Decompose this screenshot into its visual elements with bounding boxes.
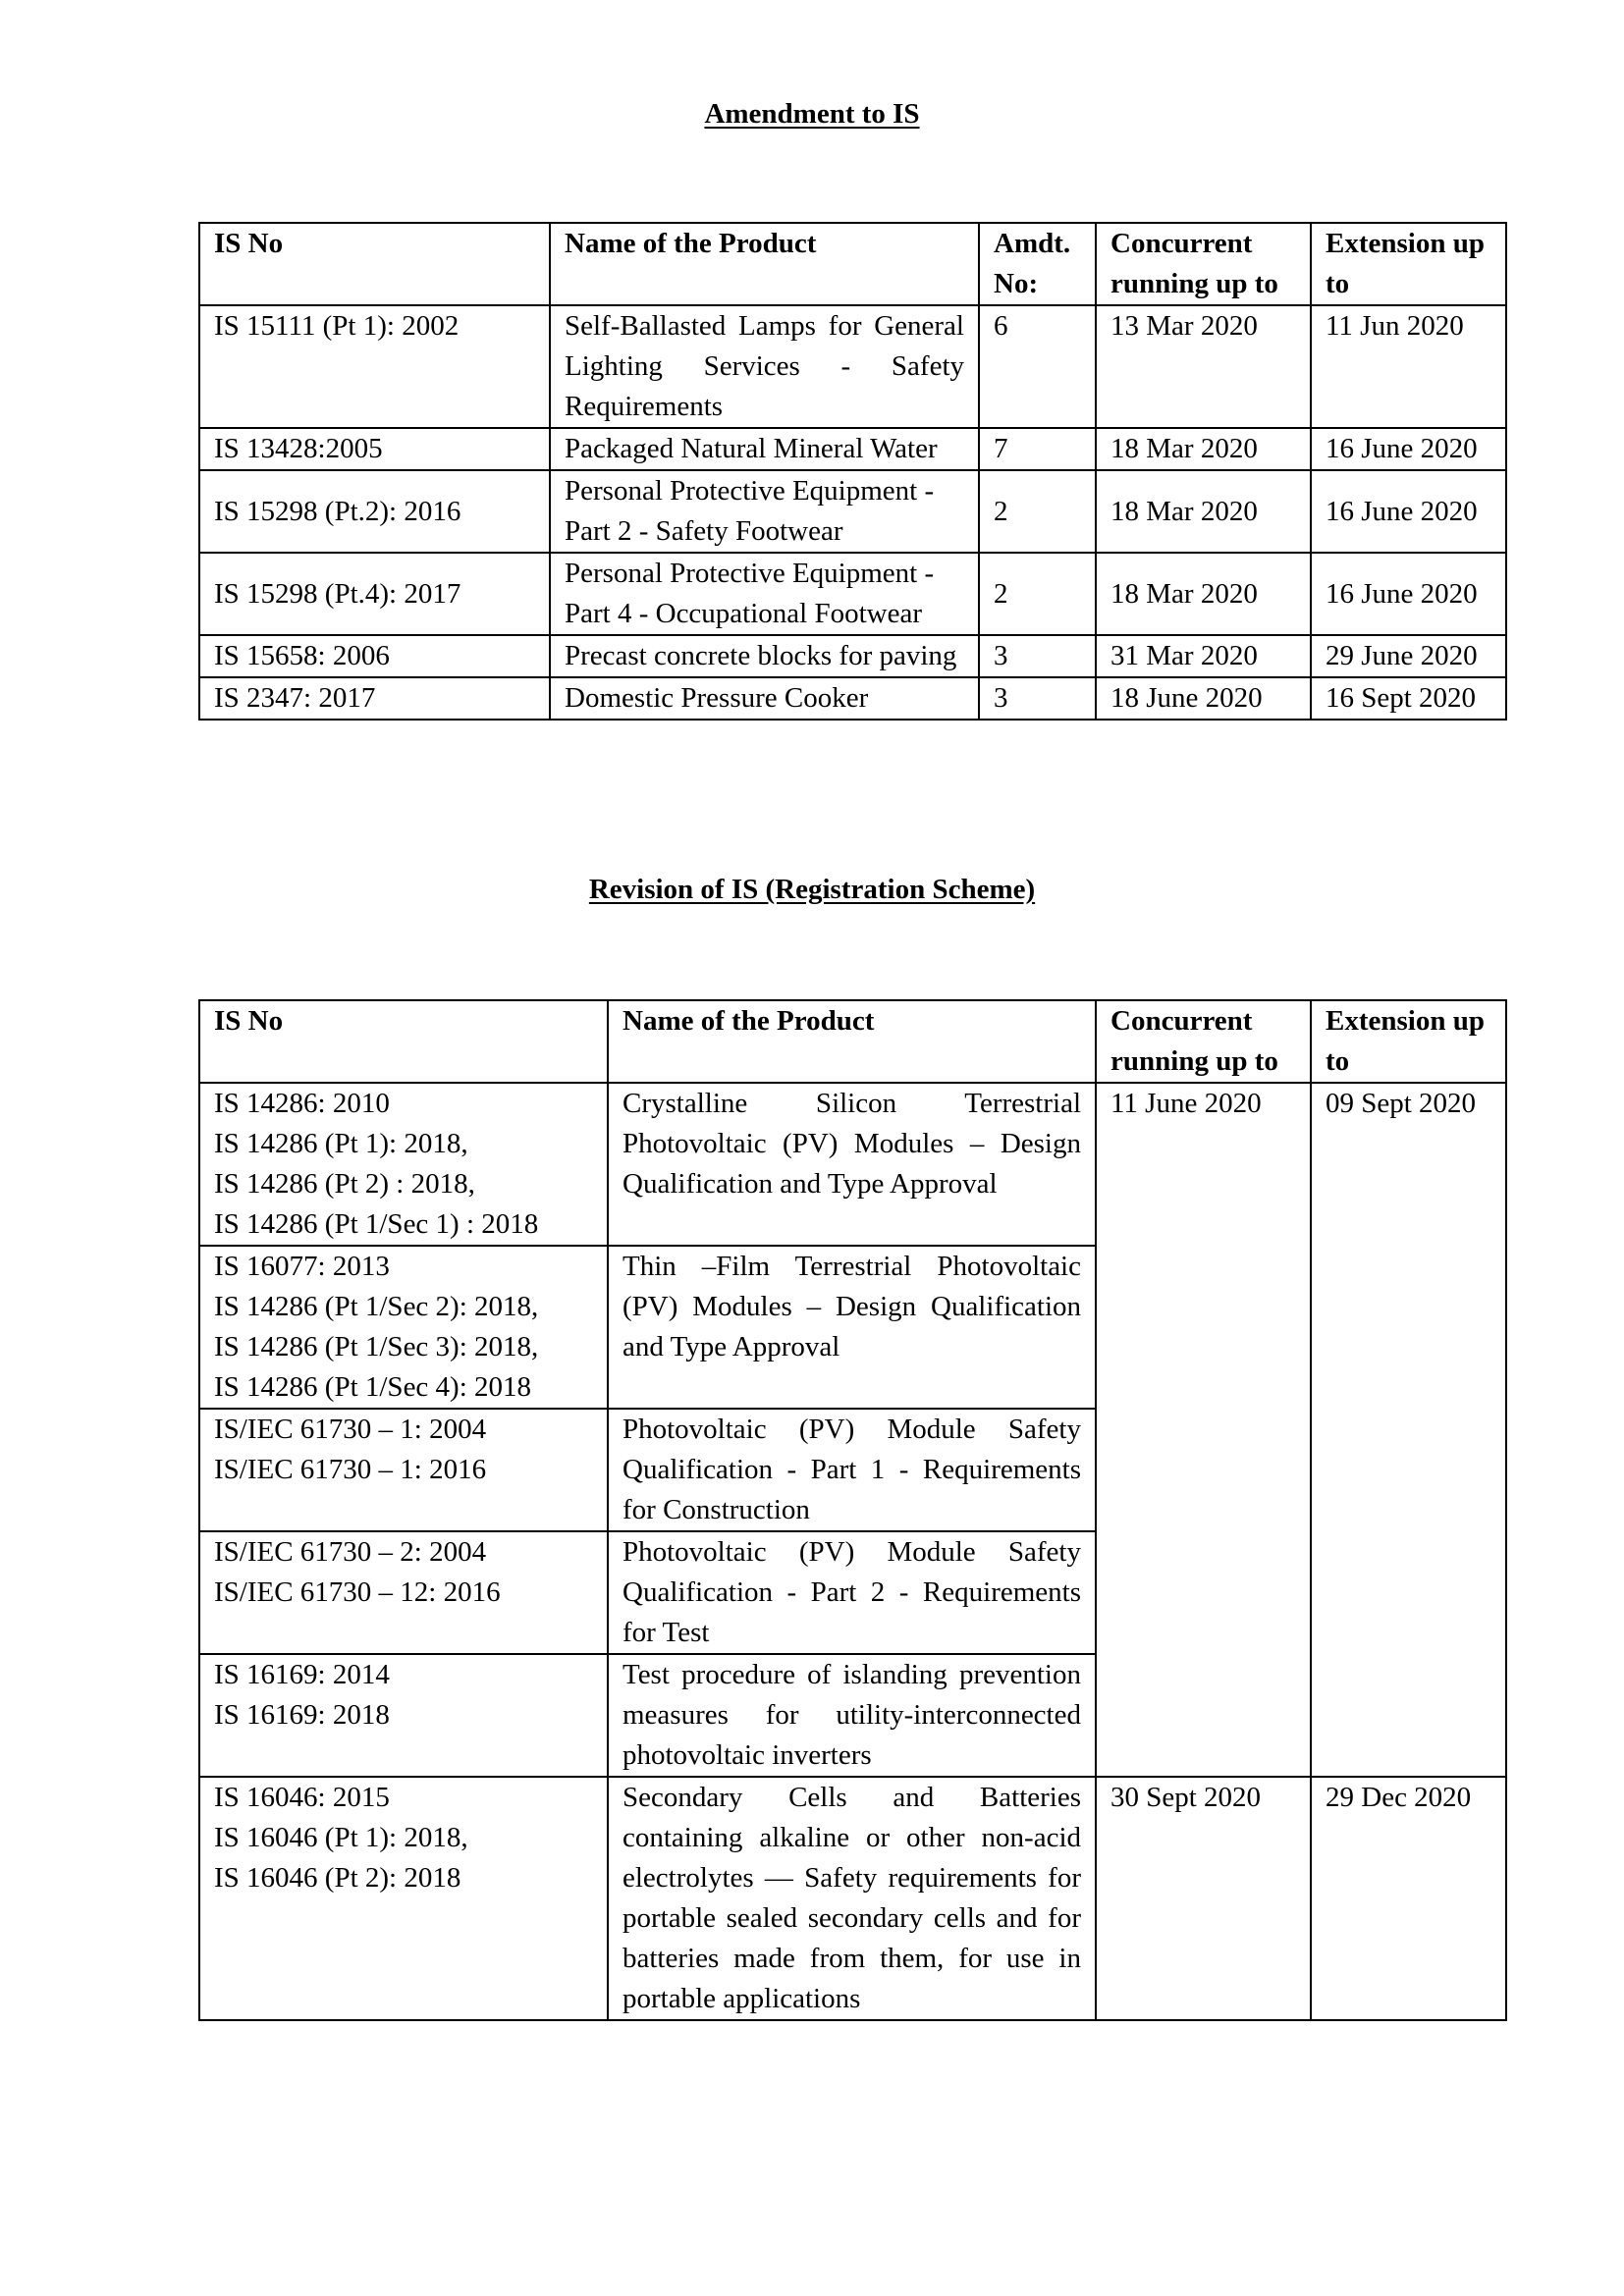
amdt-no-cell: 3 <box>979 677 1096 720</box>
is-no-cell <box>199 1083 608 1246</box>
table-row <box>199 470 1506 553</box>
concurrent-cell: 18 Mar 2020 <box>1096 470 1311 553</box>
extension-cell: 29 June 2020 <box>1311 635 1506 677</box>
is-no-line: IS/IEC 61730 – 1: 2004 <box>214 1414 487 1445</box>
product-cell: Precast concrete blocks for paving <box>550 635 979 677</box>
is-no-line: IS 16046 (Pt 1): 2018, <box>214 1822 468 1853</box>
revision-table <box>198 999 1507 2021</box>
table-row <box>199 677 1506 720</box>
header-is-no: IS No <box>199 223 550 305</box>
is-no-cell: IS 2347: 2017 <box>199 677 550 720</box>
is-no-cell: IS 13428:2005 <box>199 428 550 470</box>
table-row <box>199 1083 1506 1246</box>
table-row <box>199 635 1506 677</box>
is-no-line: IS 14286 (Pt 1/Sec 4): 2018 <box>214 1371 532 1403</box>
product-cell: Secondary Cells and Batteries containing alkaline or other non-acid electrolytes — Safety requirements for portable sealed secondary cells and for batteries made from them, for use in portable applications <box>608 1777 1096 2020</box>
product-cell: Crystalline Silicon Terrestrial Photovoltaic (PV) Modules – Design Qualification and Type Approval <box>608 1083 1096 1246</box>
product-cell: Test procedure of islanding prevention measures for utility-interconnected photovoltaic inverters <box>608 1654 1096 1777</box>
product-cell: Photovoltaic (PV) Module Safety Qualification - Part 1 - Requirements for Construction <box>608 1409 1096 1531</box>
concurrent-cell: 18 Mar 2020 <box>1096 428 1311 470</box>
is-no-line: IS/IEC 61730 – 1: 2016 <box>214 1454 487 1485</box>
is-no-cell <box>199 1777 608 2020</box>
is-no-cell <box>199 1246 608 1409</box>
extension-cell: 16 June 2020 <box>1311 428 1506 470</box>
table-row <box>199 553 1506 635</box>
concurrent-cell: 18 Mar 2020 <box>1096 553 1311 635</box>
is-no-line: IS 14286 (Pt 1): 2018, <box>214 1128 468 1159</box>
is-no-line: IS 14286 (Pt 1/Sec 2): 2018, <box>214 1291 539 1322</box>
header-product: Name of the Product <box>550 223 979 305</box>
is-no-line: IS 16169: 2014 <box>214 1659 390 1690</box>
concurrent-cell: 30 Sept 2020 <box>1096 1777 1311 2020</box>
amendment-table <box>198 222 1507 721</box>
header-concurrent: Concurrent running up to <box>1096 1000 1311 1083</box>
table-header-row <box>199 1000 1506 1083</box>
concurrent-cell: 13 Mar 2020 <box>1096 305 1311 428</box>
header-extension: Extension up to <box>1311 1000 1506 1083</box>
amdt-no-cell: 2 <box>979 553 1096 635</box>
is-no-line: IS 16077: 2013 <box>214 1251 390 1282</box>
is-no-line: IS 14286: 2010 <box>214 1088 390 1119</box>
concurrent-cell: 11 June 2020 <box>1096 1083 1311 1777</box>
product-cell: Photovoltaic (PV) Module Safety Qualification - Part 2 - Requirements for Test <box>608 1531 1096 1654</box>
is-no-cell: IS 15111 (Pt 1): 2002 <box>199 305 550 428</box>
is-no-cell <box>199 1654 608 1777</box>
header-amdt-no: Amdt. No: <box>979 223 1096 305</box>
product-cell: Domestic Pressure Cooker <box>550 677 979 720</box>
product-cell: Personal Protective Equipment - Part 4 - Occupational Footwear <box>550 553 979 635</box>
table-row <box>199 428 1506 470</box>
is-no-line: IS 14286 (Pt 1/Sec 3): 2018, <box>214 1331 539 1362</box>
concurrent-cell: 18 June 2020 <box>1096 677 1311 720</box>
is-no-line: IS 16046 (Pt 2): 2018 <box>214 1862 461 1894</box>
is-no-cell: IS 15298 (Pt.4): 2017 <box>199 553 550 635</box>
table-header-row <box>199 223 1506 305</box>
extension-cell: 11 Jun 2020 <box>1311 305 1506 428</box>
concurrent-cell: 31 Mar 2020 <box>1096 635 1311 677</box>
amdt-no-cell: 6 <box>979 305 1096 428</box>
extension-cell: 29 Dec 2020 <box>1311 1777 1506 2020</box>
is-no-line: IS/IEC 61730 – 2: 2004 <box>214 1536 487 1568</box>
is-no-cell <box>199 1409 608 1531</box>
product-cell: Self-Ballasted Lamps for General Lighting Services - Safety Requirements <box>550 305 979 428</box>
amdt-no-cell: 7 <box>979 428 1096 470</box>
product-cell: Personal Protective Equipment - Part 2 - Safety Footwear <box>550 470 979 553</box>
extension-cell: 16 June 2020 <box>1311 553 1506 635</box>
header-is-no: IS No <box>199 1000 608 1083</box>
header-product: Name of the Product <box>608 1000 1096 1083</box>
amendment-heading: Amendment to IS <box>704 98 920 130</box>
amdt-no-cell: 3 <box>979 635 1096 677</box>
amdt-no-cell: 2 <box>979 470 1096 553</box>
is-no-line: IS 16046: 2015 <box>214 1782 390 1813</box>
extension-cell: 09 Sept 2020 <box>1311 1083 1506 1777</box>
is-no-line: IS 16169: 2018 <box>214 1699 390 1731</box>
table-row <box>199 305 1506 428</box>
product-cell: Packaged Natural Mineral Water <box>550 428 979 470</box>
is-no-line: IS/IEC 61730 – 12: 2016 <box>214 1576 501 1608</box>
revision-heading: Revision of IS (Registration Scheme) <box>588 874 1036 905</box>
product-cell: Thin –Film Terrestrial Photovoltaic (PV) Modules – Design Qualification and Type Approval <box>608 1246 1096 1409</box>
is-no-cell <box>199 1531 608 1654</box>
is-no-cell: IS 15298 (Pt.2): 2016 <box>199 470 550 553</box>
header-extension: Extension up to <box>1311 223 1506 305</box>
extension-cell: 16 June 2020 <box>1311 470 1506 553</box>
is-no-cell: IS 15658: 2006 <box>199 635 550 677</box>
is-no-line: IS 14286 (Pt 2) : 2018, <box>214 1168 475 1200</box>
extension-cell: 16 Sept 2020 <box>1311 677 1506 720</box>
table-row <box>199 1777 1506 2020</box>
header-concurrent: Concurrent running up to <box>1096 223 1311 305</box>
is-no-line: IS 14286 (Pt 1/Sec 1) : 2018 <box>214 1208 539 1240</box>
